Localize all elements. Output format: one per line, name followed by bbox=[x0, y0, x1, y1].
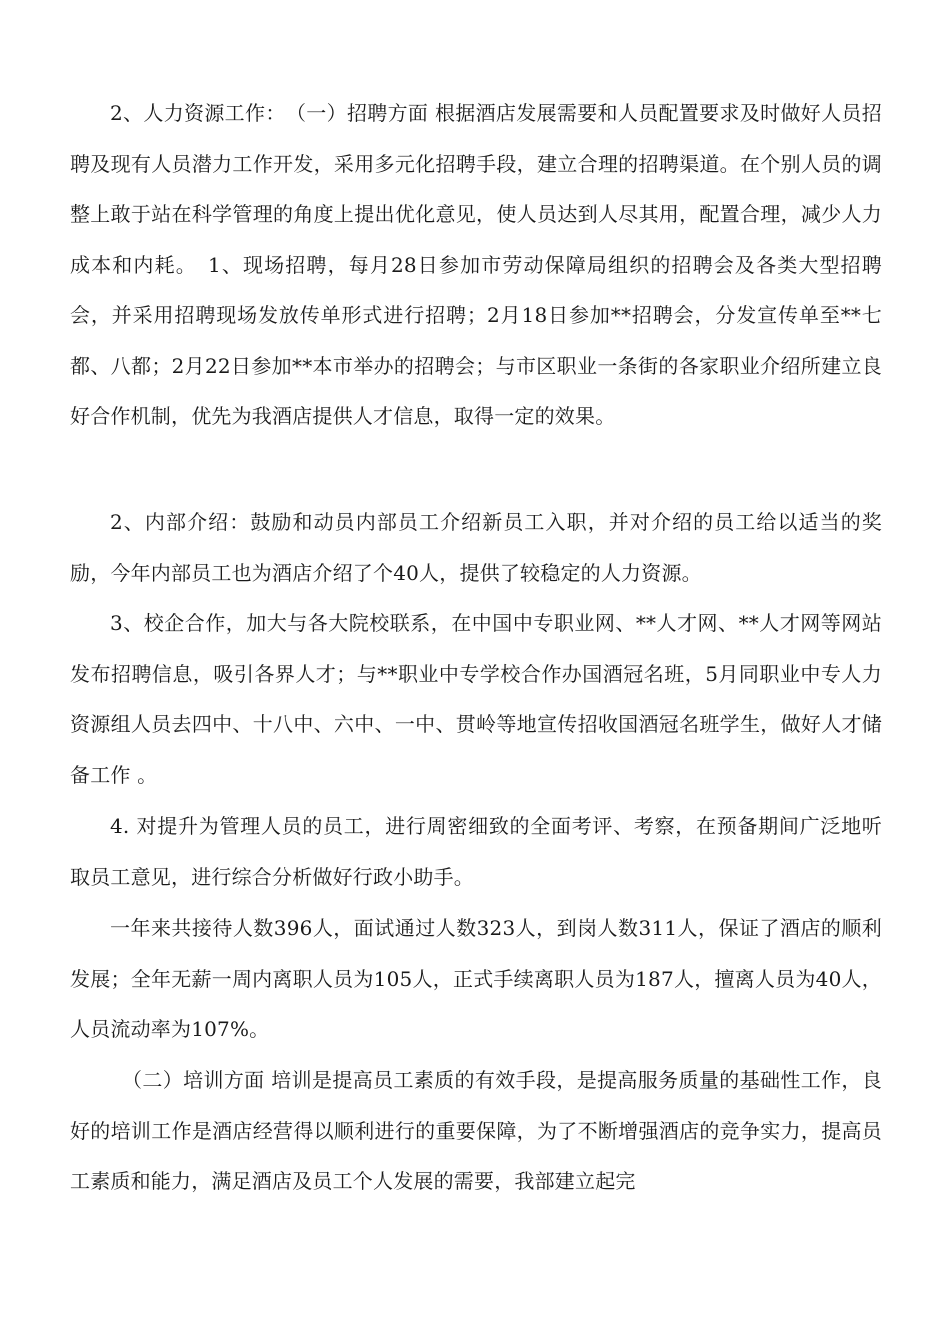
paragraph-school-cooperation: 3、校企合作，加大与各大院校联系，在中国中专职业网、**人才网、**人才网等网站发布招聘信息，吸引各界人才；与**职业中专学校合作办国酒冠名班，5月同职业中专人力资源组人员去四中、十八中、六中、一中、贯岭等地宣传招收国酒冠名班学生，做好人才储备工作 。 bbox=[70, 611, 882, 787]
paragraph-recruitment: 2、人力资源工作： （一）招聘方面 根据酒店发展需要和人员配置要求及时做好人员招聘及现有人员潜力工作开发，采用多元化招聘手段，建立合理的招聘渠道。在个别人员的调整上敢于站在科学管理的角度上提出优化意见，使人员达到人尽其用，配置合理，减少人力成本和内耗。 1、现场招聘，每月28日参加市劳动保障局组织的招聘会及各类大型招聘会，并采用招聘现场发放传单形式进行招聘；2月18日参加**招聘会，分发宣传单至**七都、八都；2月22日参加**本市举办的招聘会；与市区职业一条街的各家职业介绍所建立良好合作机制，优先为我酒店提供人才信息，取得一定的效果。 bbox=[70, 101, 882, 428]
paragraph-internal-referral: 2、内部介绍：鼓励和动员内部员工介绍新员工入职，并对介绍的员工给以适当的奖励，今年内部员工也为酒店介绍了个40人，提供了较稳定的人力资源。 bbox=[70, 510, 882, 585]
paragraph-management-promotion: 4. 对提升为管理人员的员工，进行周密细致的全面考评、考察，在预备期间广泛地听取员工意见，进行综合分析做好行政小助手。 bbox=[70, 814, 882, 889]
paragraph-training: （二）培训方面 培训是提高员工素质的有效手段，是提高服务质量的基础性工作，良好的培训工作是酒店经营得以顺利进行的重要保障，为了不断增强酒店的竞争实力，提高员工素质和能力，满足酒店及员工个人发展的需要，我部建立起完 bbox=[70, 1068, 882, 1193]
paragraph-annual-statistics: 一年来共接待人数396人，面试通过人数323人，到岗人数311人，保证了酒店的顺利发展；全年无薪一周内离职人员为105人，正式手续离职人员为187人，擅离人员为40人，人员流动率为107%。 bbox=[70, 916, 882, 1041]
